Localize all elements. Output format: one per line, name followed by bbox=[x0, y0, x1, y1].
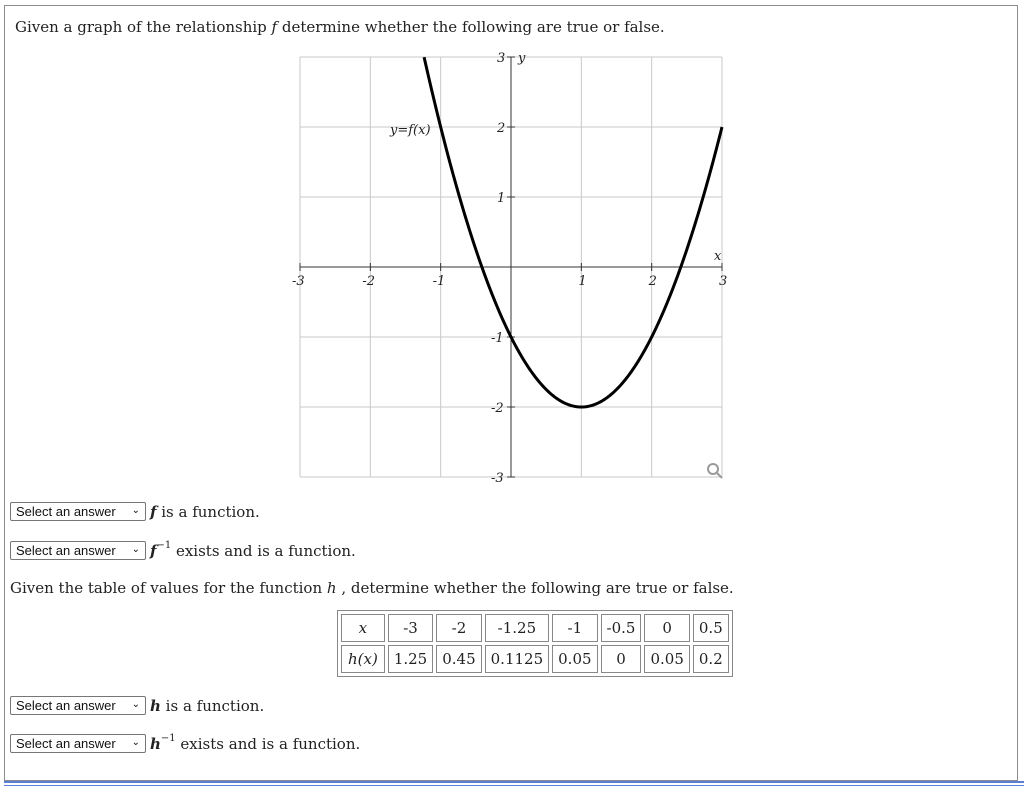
answer-select-h-function[interactable] bbox=[10, 696, 146, 715]
statement-var: f bbox=[150, 542, 157, 560]
x-tick-label: 1 bbox=[578, 274, 587, 289]
y-tick-label: 1 bbox=[497, 191, 506, 206]
graph-tick-labels bbox=[292, 51, 727, 486]
values-table bbox=[337, 610, 733, 677]
question-2-suffix: , determine whether the following are true or false. bbox=[336, 579, 734, 597]
statement-text: is a function. bbox=[156, 503, 260, 521]
inverse-superscript: −1 bbox=[160, 733, 176, 744]
table-cell-x: -1 bbox=[552, 614, 597, 642]
answer-select-h-inverse[interactable] bbox=[10, 734, 146, 753]
table-cell-x: -0.5 bbox=[601, 614, 642, 642]
chevron-down-icon: ⌄ bbox=[131, 699, 140, 710]
table-cell-h: 0.2 bbox=[693, 645, 729, 673]
chevron-down-icon: ⌄ bbox=[131, 737, 140, 748]
row-x-label: x bbox=[341, 614, 385, 642]
x-tick-label: -2 bbox=[362, 274, 376, 289]
question-2-prefix: Given the table of values for the function bbox=[10, 579, 327, 597]
table-cell-h: 0.1125 bbox=[485, 645, 550, 673]
statement-var: h bbox=[150, 735, 161, 753]
y-axis-label: y bbox=[518, 51, 526, 66]
answer-select-f-inverse[interactable] bbox=[10, 541, 146, 560]
statement-h-inverse bbox=[150, 735, 360, 753]
curve-f bbox=[424, 57, 722, 407]
question-1-suffix: determine whether the following are true or false. bbox=[277, 18, 665, 36]
table-cell-x: -1.25 bbox=[485, 614, 550, 642]
table-row-x bbox=[341, 614, 729, 642]
magnify-icon[interactable] bbox=[706, 462, 726, 482]
question-2-text bbox=[10, 579, 734, 597]
statement-var: h bbox=[150, 697, 161, 715]
table-cell-h: 1.25 bbox=[388, 645, 433, 673]
question-2-var: h bbox=[326, 579, 337, 597]
x-tick-label: 3 bbox=[719, 274, 728, 289]
inverse-superscript: −1 bbox=[156, 540, 172, 551]
table-cell-h: 0.05 bbox=[644, 645, 689, 673]
select-label: Select an answer bbox=[16, 698, 116, 713]
statement-f-inverse bbox=[150, 542, 356, 560]
y-tick-label: -1 bbox=[491, 331, 504, 346]
select-label: Select an answer bbox=[16, 543, 116, 558]
x-tick-label: -3 bbox=[292, 274, 305, 289]
curve-label: y=f(x) bbox=[390, 123, 431, 138]
x-tick-label: 2 bbox=[648, 274, 657, 289]
statement-var: f bbox=[150, 503, 157, 521]
statement-f-function bbox=[150, 503, 260, 521]
table-cell-x: 0.5 bbox=[693, 614, 729, 642]
table-row-h bbox=[341, 645, 729, 673]
table-cell-h: 0.45 bbox=[436, 645, 481, 673]
statement-h-function bbox=[150, 697, 264, 715]
table-cell-x: 0 bbox=[644, 614, 689, 642]
answer-select-f-function[interactable] bbox=[10, 502, 146, 521]
statement-text: exists and is a function. bbox=[175, 735, 361, 753]
table-cell-h: 0.05 bbox=[552, 645, 597, 673]
x-tick-label: -1 bbox=[432, 274, 446, 289]
bottom-divider-2 bbox=[4, 785, 1024, 786]
graph-axes bbox=[300, 57, 722, 477]
x-axis-label: x bbox=[714, 249, 722, 264]
y-tick-label: 3 bbox=[497, 51, 506, 66]
table-cell-x: -2 bbox=[436, 614, 481, 642]
y-tick-label: -3 bbox=[491, 471, 504, 486]
question-1-prefix: Given a graph of the relationship bbox=[15, 18, 272, 36]
chevron-down-icon: ⌄ bbox=[131, 544, 140, 555]
bottom-divider bbox=[4, 781, 1024, 783]
table-cell-x: -3 bbox=[388, 614, 433, 642]
question-1-var: f bbox=[271, 18, 278, 36]
select-label: Select an answer bbox=[16, 736, 116, 751]
statement-text: exists and is a function. bbox=[171, 542, 356, 560]
table-cell-h: 0 bbox=[601, 645, 642, 673]
select-label: Select an answer bbox=[16, 504, 116, 519]
row-h-label: h(x) bbox=[341, 645, 385, 673]
y-tick-label: 2 bbox=[497, 121, 506, 136]
y-tick-label: -2 bbox=[491, 401, 504, 416]
statement-text: is a function. bbox=[160, 697, 265, 715]
chevron-down-icon: ⌄ bbox=[131, 505, 140, 516]
question-1-text bbox=[15, 18, 665, 36]
function-graph bbox=[292, 47, 728, 486]
